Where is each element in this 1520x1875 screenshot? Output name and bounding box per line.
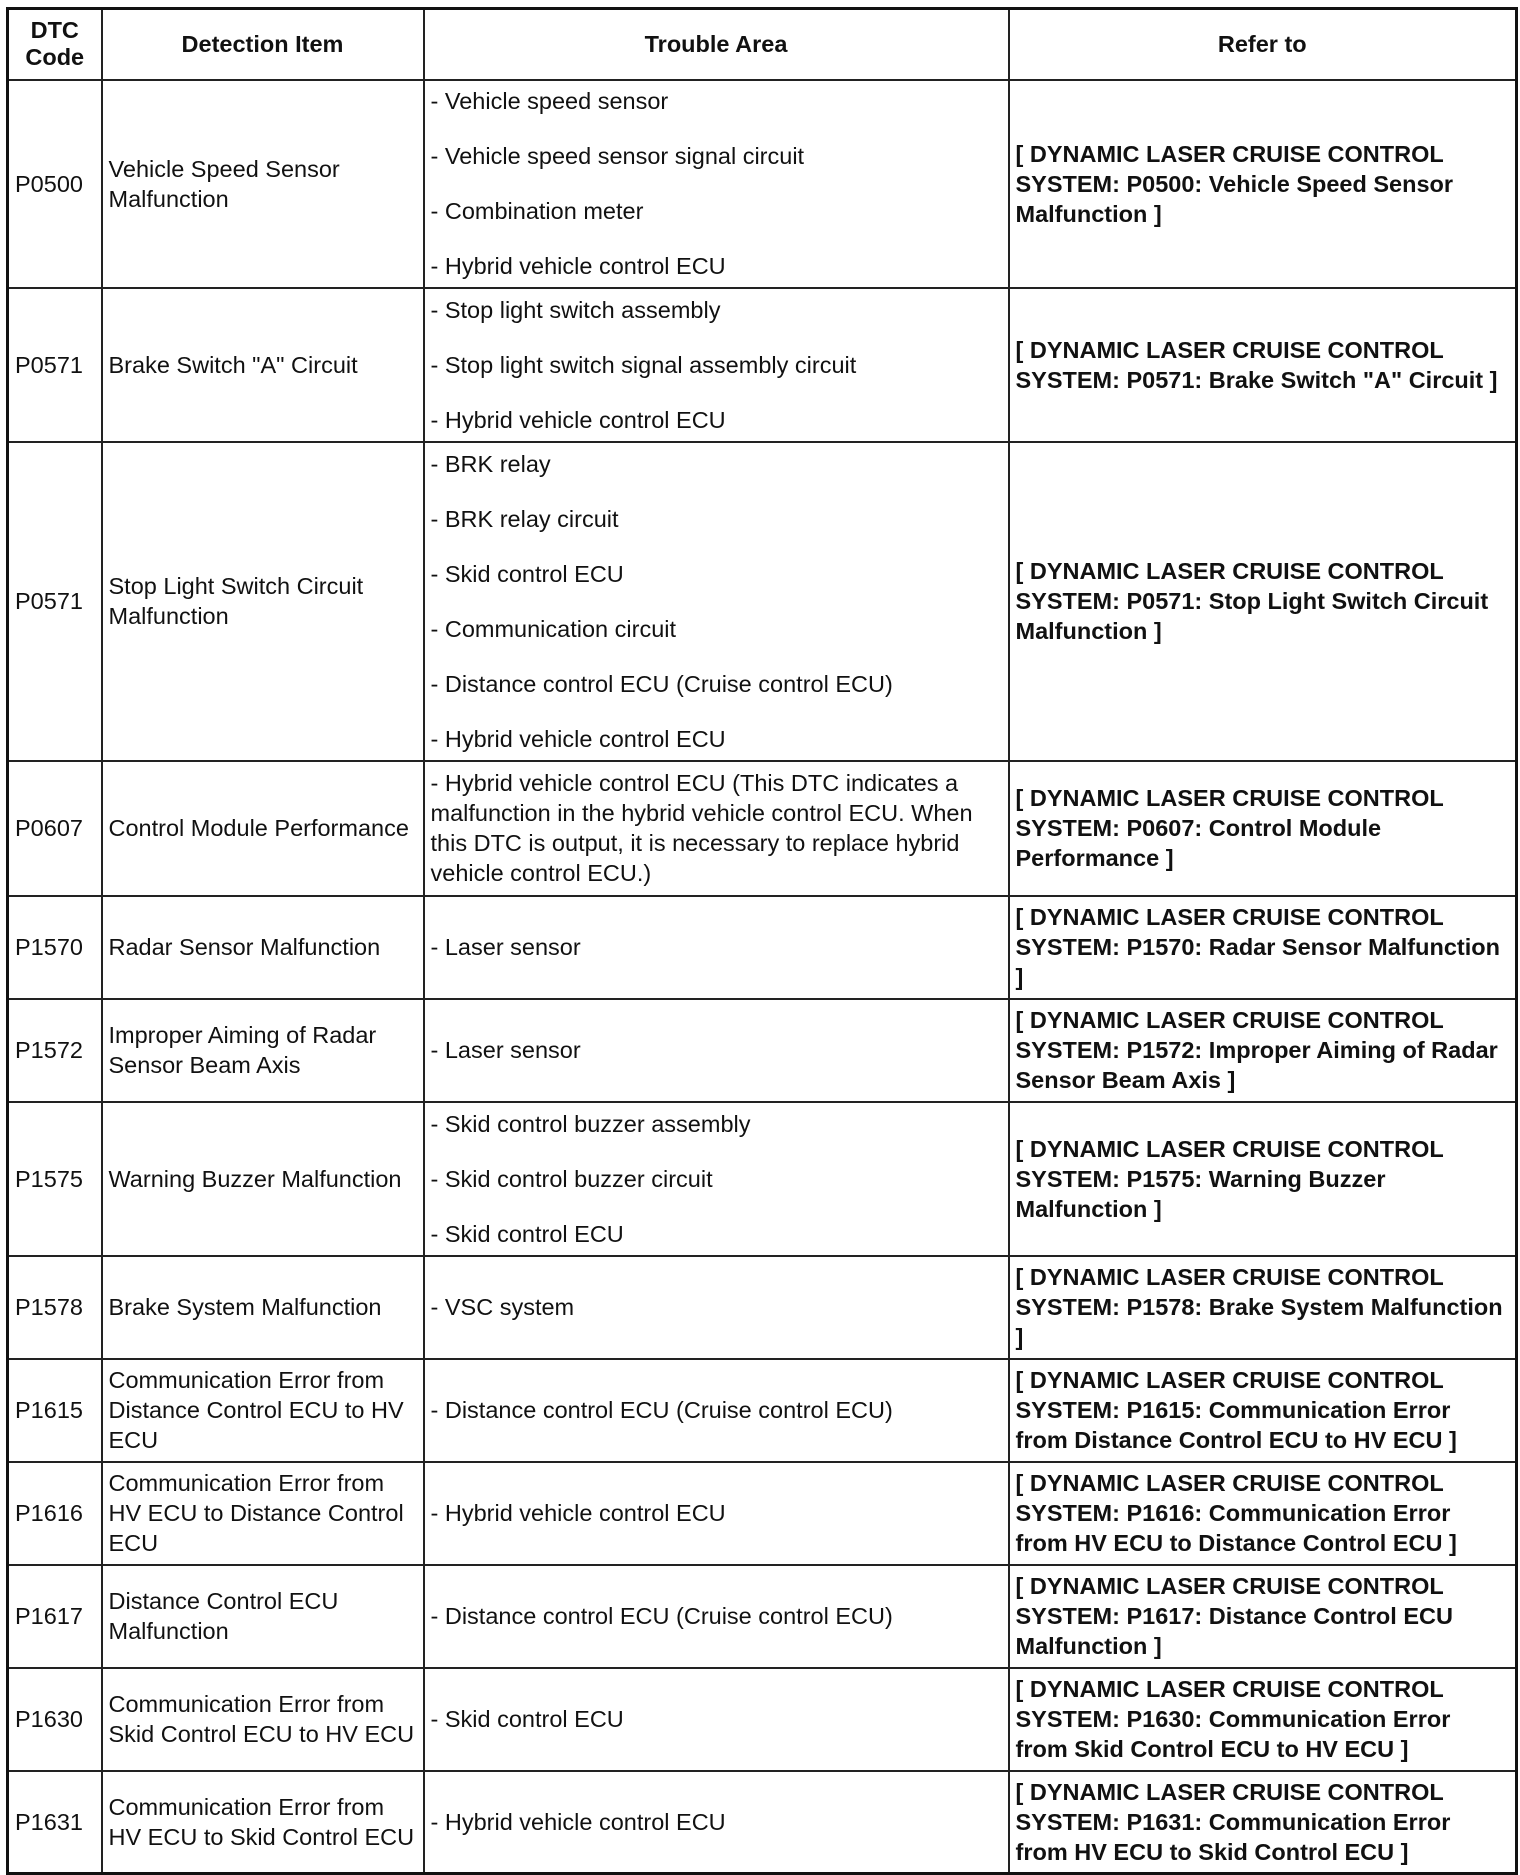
detection-item: Vehicle Speed Sensor Malfunction: [102, 80, 424, 288]
trouble-area-item: - BRK relay circuit: [430, 505, 619, 532]
refer-to-link[interactable]: [ DYNAMIC LASER CRUISE CONTROL SYSTEM: P1616: Communication Error from HV ECU to Distance Control ECU ]: [1009, 1462, 1517, 1565]
trouble-area-item: - Skid control ECU: [430, 560, 624, 587]
trouble-area-item: - VSC system: [430, 1294, 575, 1320]
trouble-area-item: - Distance control ECU (Cruise control ECU): [430, 670, 893, 697]
trouble-area: [424, 1565, 1009, 1668]
trouble-area: [424, 1771, 1009, 1874]
detection-item: Improper Aiming of Radar Sensor Beam Axis: [102, 999, 424, 1102]
trouble-area-item: - Vehicle speed sensor signal circuit: [430, 143, 805, 169]
trouble-area-item: - Stop light switch assembly: [430, 296, 721, 323]
header-detection-item: Detection Item: [102, 9, 424, 80]
dtc-code: P1617: [8, 1565, 102, 1668]
header-refer-to: Refer to: [1009, 9, 1517, 80]
header-dtc-code: DTC Code: [8, 9, 102, 80]
header-row: [8, 9, 1517, 80]
table-row: [8, 1256, 1517, 1359]
dtc-code: P0571: [8, 288, 102, 442]
detection-item: Communication Error from HV ECU to Distance Control ECU: [102, 1462, 424, 1565]
detection-item: Stop Light Switch Circuit Malfunction: [102, 442, 424, 761]
trouble-area-item: - Skid control ECU: [430, 1706, 624, 1732]
trouble-area-item: - Combination meter: [430, 198, 644, 224]
trouble-area-item: - Skid control buzzer circuit: [430, 1165, 713, 1192]
refer-to-link[interactable]: [ DYNAMIC LASER CRUISE CONTROL SYSTEM: P0571: Brake Switch "A" Circuit ]: [1009, 288, 1517, 442]
header-trouble-area: Trouble Area: [424, 9, 1009, 80]
dtc-code: P1615: [8, 1359, 102, 1462]
trouble-area-item: - Communication circuit: [430, 615, 677, 642]
table-row: [8, 896, 1517, 999]
refer-to-link[interactable]: [ DYNAMIC LASER CRUISE CONTROL SYSTEM: P1575: Warning Buzzer Malfunction ]: [1009, 1102, 1517, 1256]
refer-to-link[interactable]: [ DYNAMIC LASER CRUISE CONTROL SYSTEM: P1615: Communication Error from Distance Control ECU to HV ECU ]: [1009, 1359, 1517, 1462]
table-row: [8, 288, 1517, 442]
dtc-code: P0571: [8, 442, 102, 761]
detection-item: Brake System Malfunction: [102, 1256, 424, 1359]
trouble-area: [424, 1462, 1009, 1565]
dtc-code: P1570: [8, 896, 102, 999]
trouble-area-item: - Laser sensor: [430, 1037, 581, 1063]
dtc-code: P0500: [8, 80, 102, 288]
dtc-code: P1578: [8, 1256, 102, 1359]
detection-item: Communication Error from Skid Control ECU to HV ECU: [102, 1668, 424, 1771]
dtc-code: P1616: [8, 1462, 102, 1565]
trouble-area-item: - Vehicle speed sensor: [430, 88, 669, 114]
dtc-code: P1630: [8, 1668, 102, 1771]
detection-item: Radar Sensor Malfunction: [102, 896, 424, 999]
trouble-area-item: - Hybrid vehicle control ECU: [430, 1808, 726, 1835]
dtc-code: P1631: [8, 1771, 102, 1874]
table-row: [8, 80, 1517, 288]
table-row: [8, 1359, 1517, 1462]
trouble-area: [424, 761, 1009, 896]
trouble-area: [424, 442, 1009, 761]
trouble-area-item: - Distance control ECU (Cruise control ECU): [430, 1603, 893, 1629]
trouble-area-item: - BRK relay: [430, 450, 551, 477]
refer-to-link[interactable]: [ DYNAMIC LASER CRUISE CONTROL SYSTEM: P1617: Distance Control ECU Malfunction ]: [1009, 1565, 1517, 1668]
table-row: [8, 1668, 1517, 1771]
trouble-area: [424, 288, 1009, 442]
refer-to-link[interactable]: [ DYNAMIC LASER CRUISE CONTROL SYSTEM: P0500: Vehicle Speed Sensor Malfunction ]: [1009, 80, 1517, 288]
table-row: [8, 1771, 1517, 1874]
table-row: [8, 761, 1517, 896]
refer-to-link[interactable]: [ DYNAMIC LASER CRUISE CONTROL SYSTEM: P1630: Communication Error from Skid Control ECU to HV ECU ]: [1009, 1668, 1517, 1771]
trouble-area: [424, 1256, 1009, 1359]
trouble-area-item: - Skid control ECU: [430, 1220, 624, 1247]
detection-item: Communication Error from Distance Control ECU to HV ECU: [102, 1359, 424, 1462]
trouble-area-item: - Hybrid vehicle control ECU: [430, 253, 726, 279]
trouble-area: [424, 1668, 1009, 1771]
dtc-code: P0607: [8, 761, 102, 896]
detection-item: Brake Switch "A" Circuit: [102, 288, 424, 442]
trouble-area-item: - Laser sensor: [430, 934, 581, 960]
refer-to-link[interactable]: [ DYNAMIC LASER CRUISE CONTROL SYSTEM: P1631: Communication Error from HV ECU to Skid Control ECU ]: [1009, 1771, 1517, 1874]
detection-item: Warning Buzzer Malfunction: [102, 1102, 424, 1256]
trouble-area: [424, 1359, 1009, 1462]
trouble-area-item: - Skid control buzzer assembly: [430, 1110, 751, 1137]
trouble-area-item: - Hybrid vehicle control ECU: [430, 406, 726, 433]
detection-item: Distance Control ECU Malfunction: [102, 1565, 424, 1668]
dtc-code: P1575: [8, 1102, 102, 1256]
trouble-area: [424, 80, 1009, 288]
trouble-area-item: - Stop light switch signal assembly circuit: [430, 351, 857, 378]
trouble-area-item: - Distance control ECU (Cruise control ECU): [430, 1397, 893, 1423]
table-row: [8, 1102, 1517, 1256]
table-row: [8, 442, 1517, 761]
table-row: [8, 999, 1517, 1102]
refer-to-link[interactable]: [ DYNAMIC LASER CRUISE CONTROL SYSTEM: P0607: Control Module Performance ]: [1009, 761, 1517, 896]
detection-item: Communication Error from HV ECU to Skid Control ECU: [102, 1771, 424, 1874]
dtc-code: P1572: [8, 999, 102, 1102]
refer-to-link[interactable]: [ DYNAMIC LASER CRUISE CONTROL SYSTEM: P1570: Radar Sensor Malfunction ]: [1009, 896, 1517, 999]
refer-to-link[interactable]: [ DYNAMIC LASER CRUISE CONTROL SYSTEM: P1578: Brake System Malfunction ]: [1009, 1256, 1517, 1359]
trouble-area-item: - Hybrid vehicle control ECU (This DTC indicates a malfunction in the hybrid vehicle control ECU. When this DTC is output, it is necessary to replace hybrid vehicle control ECU.): [430, 770, 973, 886]
table-row: [8, 1565, 1517, 1668]
trouble-area-item: - Hybrid vehicle control ECU: [430, 1500, 726, 1526]
refer-to-link[interactable]: [ DYNAMIC LASER CRUISE CONTROL SYSTEM: P1572: Improper Aiming of Radar Sensor Beam Axis ]: [1009, 999, 1517, 1102]
trouble-area: [424, 999, 1009, 1102]
trouble-area: [424, 1102, 1009, 1256]
dtc-table: [6, 7, 1518, 1875]
table-row: [8, 1462, 1517, 1565]
refer-to-link[interactable]: [ DYNAMIC LASER CRUISE CONTROL SYSTEM: P0571: Stop Light Switch Circuit Malfunction ]: [1009, 442, 1517, 761]
trouble-area: [424, 896, 1009, 999]
detection-item: Control Module Performance: [102, 761, 424, 896]
trouble-area-item: - Hybrid vehicle control ECU: [430, 725, 726, 752]
